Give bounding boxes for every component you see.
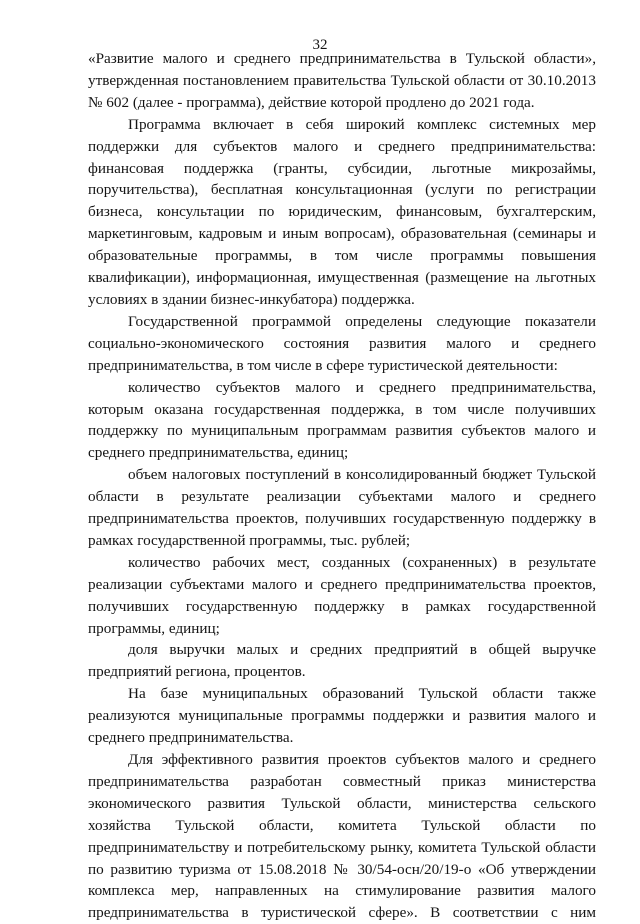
paragraph-joint-order: Для эффективного развития проектов субъектов малого и среднего предпринимательства разработан совместный приказ министерства экономического развития Тульской области, министерства сельского хозяйства Тульской области, комитета Тульской области по предпринимательству и потребительскому рынку, комитета Тульской области по развитию туризма от 15.08.2018 № 30/54-осн/20/19-о «Об утверждении комплекса мер, направленных на стимулирование развития малого предпринимательства в туристической сфере». В соответствии с ним xyxy=(88,751,596,922)
paragraph-indicators-intro: Государственной программой определены следующие показатели социально-экономического состояния развития малого и среднего предпринимательства, в том числе в сфере туристической деятельности: xyxy=(88,312,596,374)
document-body xyxy=(88,48,596,924)
paragraph-program-title-continuation: «Развитие малого и среднего предпринимательства в Тульской области», утвержденная постановлением правительства Тульской области от 30.10.2013 № 602 (далее - программа), действие которой продлено до 2021 года. xyxy=(88,50,596,111)
list-item-indicator-tax-revenue: объем налоговых поступлений в консолидированный бюджет Тульской области в результате реализации субъектами малого и среднего предпринимательства проектов, получивших государственную поддержку в рамках государственной программы, тыс. рублей; xyxy=(88,466,596,549)
list-item-indicator-supported-subjects: количество субъектов малого и среднего предпринимательства, которым оказана государственная поддержка, в том числе получивших поддержку по муниципальным программам развития субъектов малого и среднего предпринимательства, единиц; xyxy=(88,378,596,462)
paragraph-municipal-programs: На базе муниципальных образований Тульской области также реализуются муниципальные программы поддержки и развития малого и среднего предпринимательства. xyxy=(88,685,596,747)
list-item-indicator-revenue-share: доля выручки малых и средних предприятий в общей выручке предприятий региона, процентов. xyxy=(88,641,596,681)
paragraph-program-measures: Программа включает в себя широкий комплекс системных мер поддержки для субъектов малого и среднего предпринимательства: финансовая поддержка (гранты, субсидии, льготные микрозаймы, поручительства), бесплатная консультационная (услуги по регистрации бизнеса, консультации по юридическим, финансовым, бухгалтерским, маркетинговым, кадровым и иным вопросам), образовательная (семинары и образовательные программы, в том числе программы повышения квалификации), информационная, имущественная (размещение на льготных условиях в здании бизнес-инкубатора) поддержка. xyxy=(88,115,596,308)
page-number: 32 xyxy=(312,37,328,53)
list-item-indicator-jobs: количество рабочих мест, созданных (сохраненных) в результате реализации субъектами малого и среднего предпринимательства проектов, получивших государственную поддержку в рамках государственной программы, единиц; xyxy=(88,553,596,637)
